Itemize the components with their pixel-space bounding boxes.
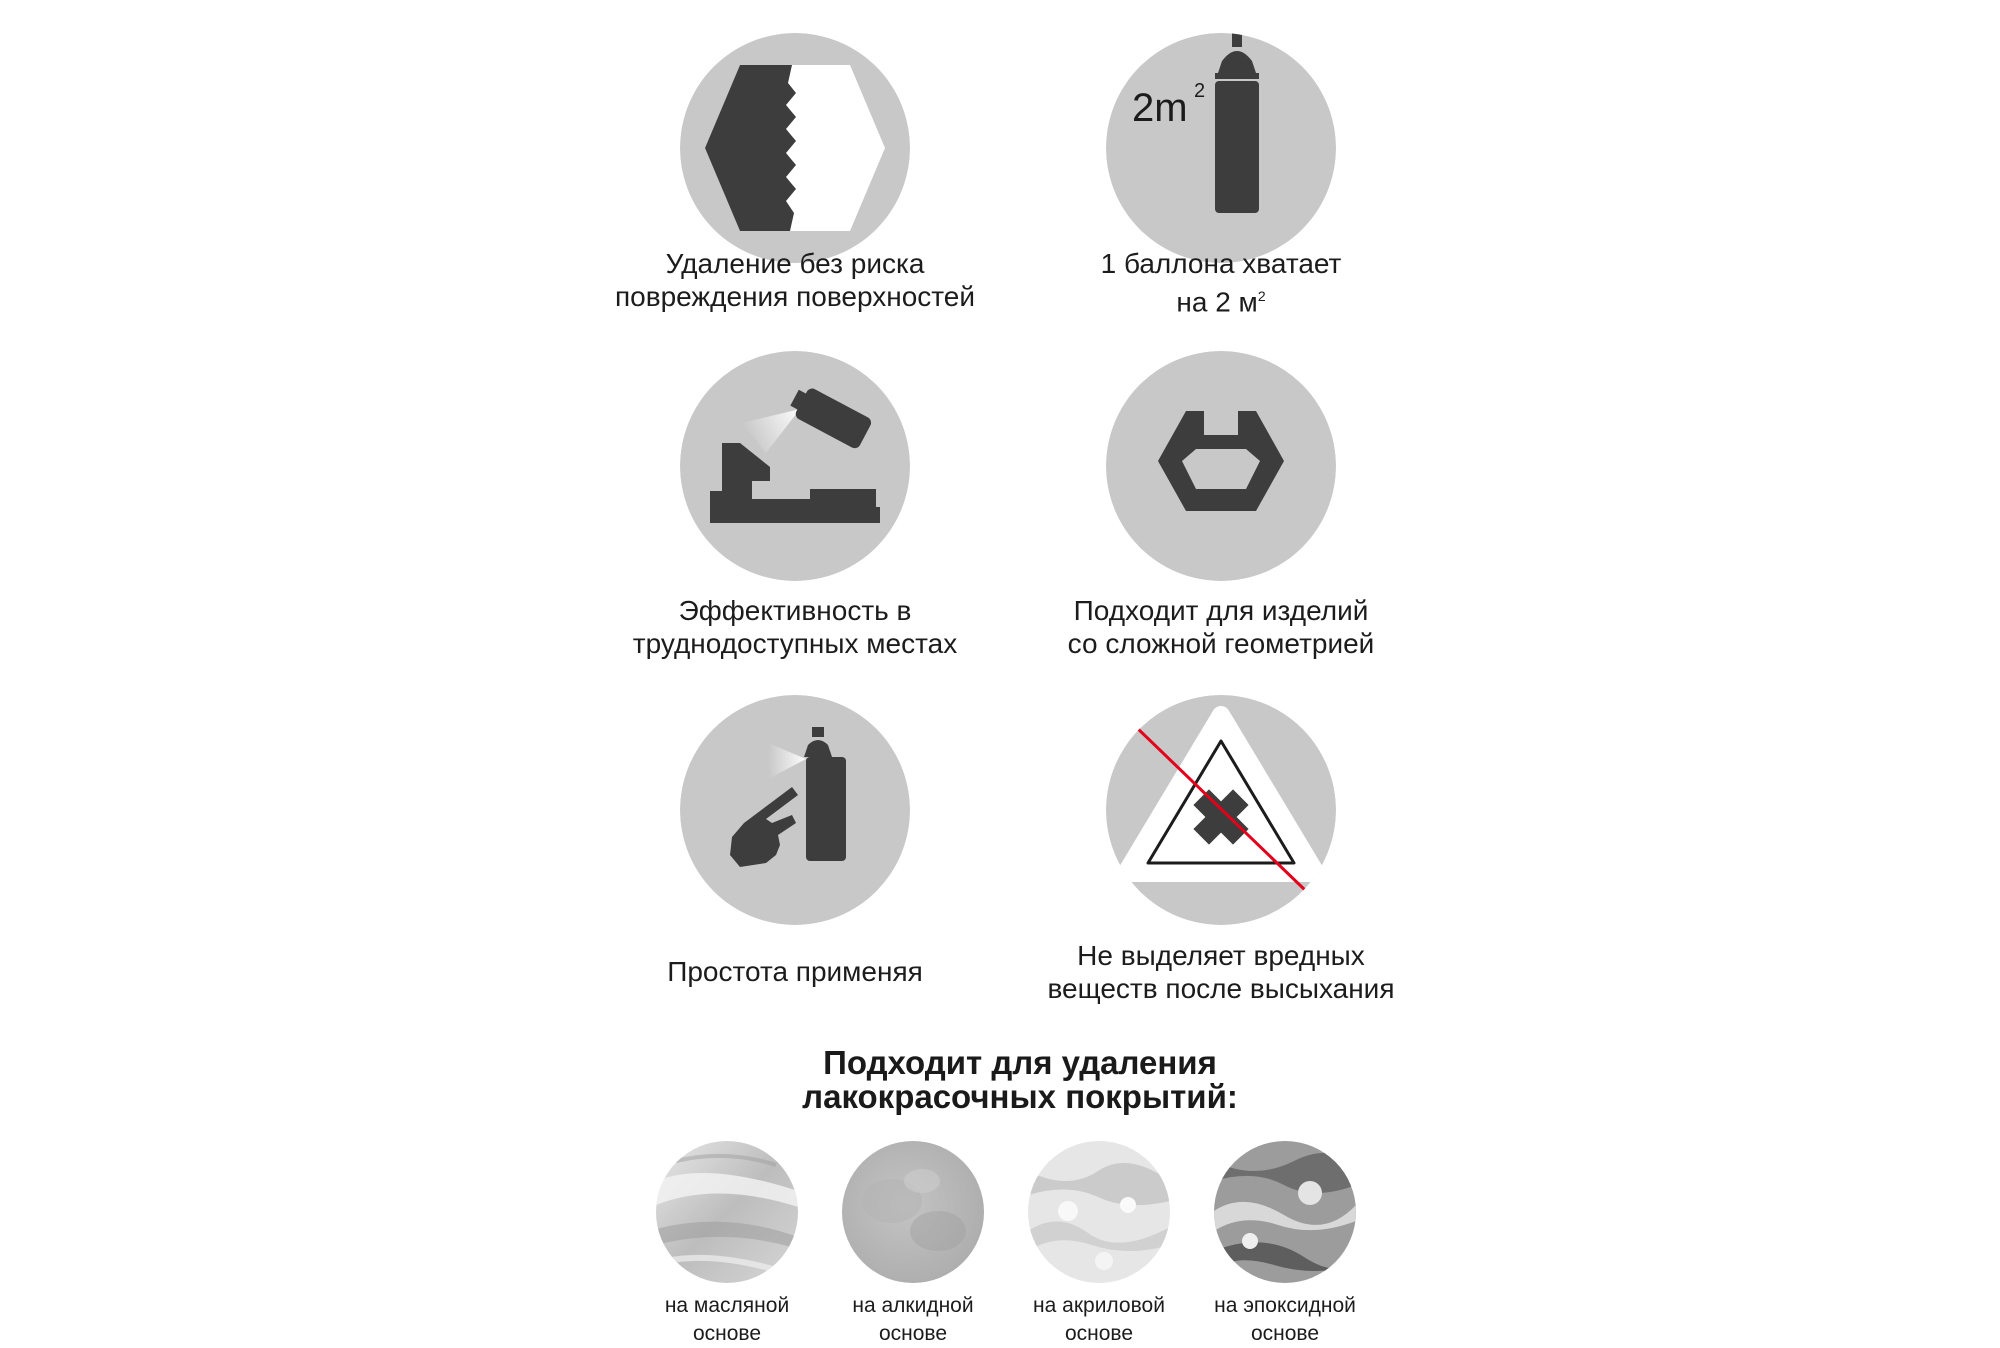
coatings-heading: Подходит для удаления лакокрасочных покрытий: (802, 1044, 1238, 1115)
coverage-label: 2m (1132, 86, 1188, 130)
coating-label: на акриловой основе (1033, 1294, 1165, 1345)
feature-caption: Простота применяя (667, 956, 923, 987)
alkyd-paint-texture (842, 1141, 984, 1283)
feature-caption: Эффективность в труднодоступных местах (632, 595, 958, 659)
oil-paint-texture (656, 1141, 798, 1283)
feature-caption: Подходит для изделий со сложной геометрией (1067, 595, 1375, 659)
feature-caption: 1 баллона хватает на 2 $м^2$ (1100, 248, 1342, 318)
bolt-half-removed-icon (680, 33, 910, 263)
nut-complex-shape-icon (1106, 351, 1336, 581)
coverage-superscript: 2 (1194, 80, 1206, 102)
coating-label: на алкидной основе (852, 1294, 974, 1345)
spray-under-ledge-icon (680, 351, 910, 581)
acrylic-paint-texture (1028, 1141, 1170, 1283)
epoxy-paint-texture (1214, 1141, 1356, 1283)
coating-label: на масляной основе (664, 1294, 790, 1345)
spray-can-coverage-icon (1106, 33, 1336, 263)
feature-caption: Удаление без риска повреждения поверхностей (614, 248, 975, 312)
no-hazard-sign-icon (1106, 695, 1336, 925)
feature-caption: Не выделяет вредных веществ после высыхания (1047, 940, 1395, 1004)
coating-label: на эпоксидной основе (1214, 1294, 1356, 1345)
hand-pressing-spray-icon (680, 695, 910, 925)
